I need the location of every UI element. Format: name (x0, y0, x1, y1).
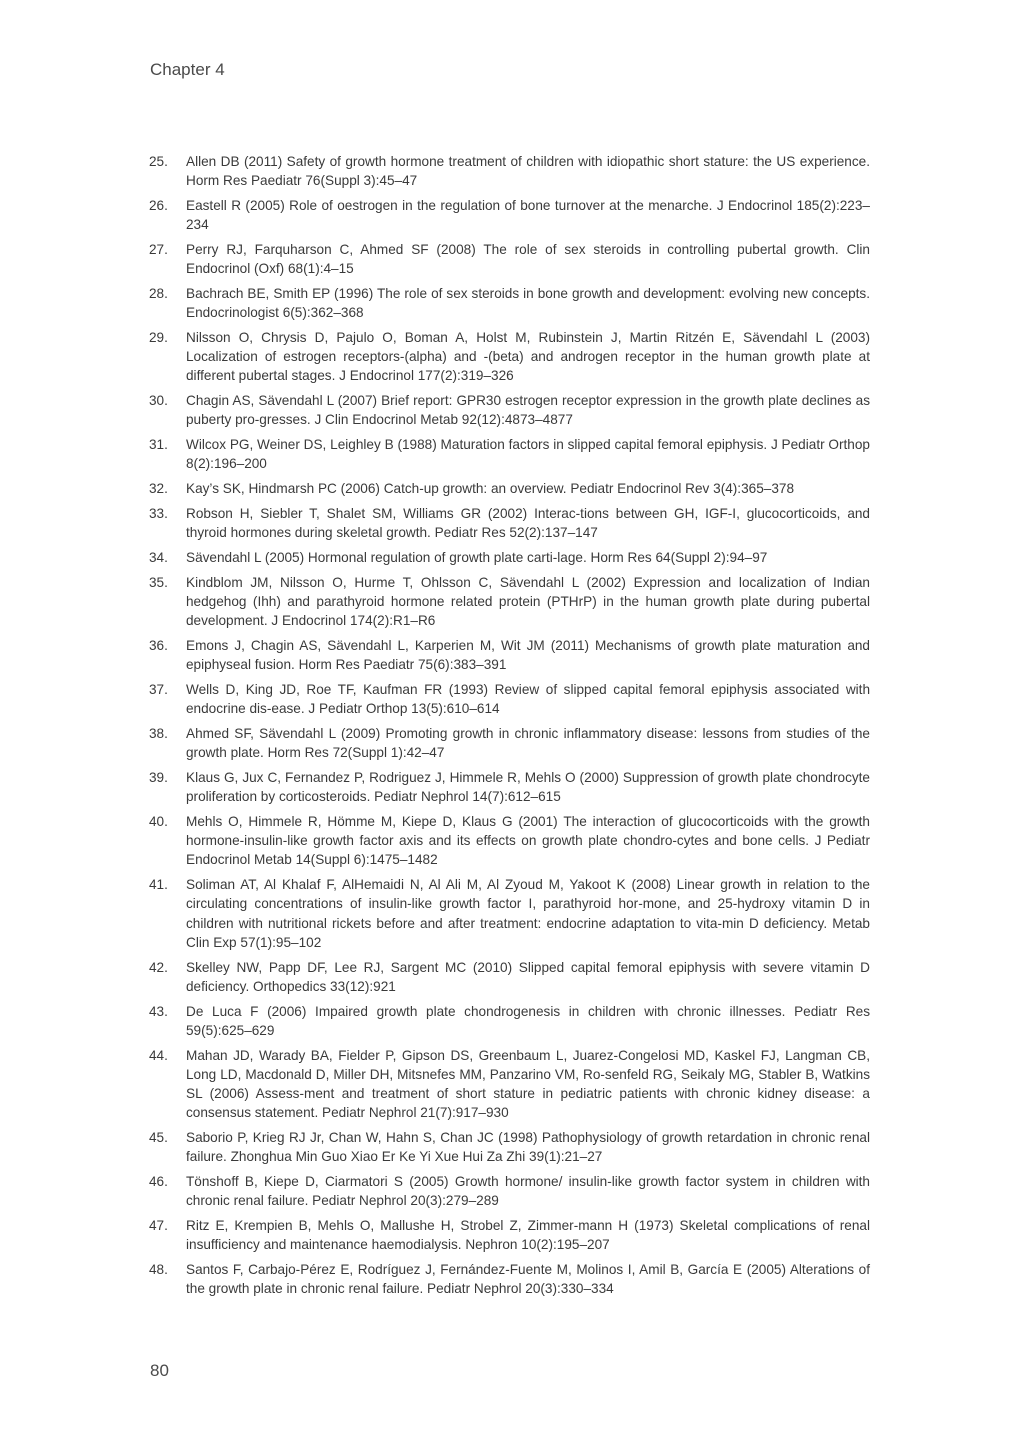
reference-item (149, 240, 870, 278)
reference-text: Ahmed SF, Sävendahl L (2009) Promoting growth in chronic inflammatory disease: lessons from studies of the growth plate. Horm Res 72(Suppl 1):42–47 (186, 726, 870, 761)
reference-text: Wilcox PG, Weiner DS, Leighley B (1988) Maturation factors in slipped capital femoral epiphysis. J Pediatr Orthop 8(2):196–200 (186, 437, 870, 472)
reference-text: Tönshoff B, Kiepe D, Ciarmatori S (2005) Growth hormone/ insulin-like growth factor system in children with chronic renal failure. Pediatr Nephrol 20(3):279–289 (186, 1174, 870, 1209)
reference-text: Klaus G, Jux C, Fernandez P, Rodriguez J, Himmele R, Mehls O (2000) Suppression of growth plate chondrocyte proliferation by corticosteroids. Pediatr Nephrol 14(7):612–615 (186, 770, 870, 805)
reference-item (149, 284, 870, 322)
reference-number: 31. (149, 437, 168, 453)
reference-number: 34. (149, 550, 168, 565)
reference-number: 30. (149, 393, 168, 409)
reference-number: 47. (149, 1218, 168, 1234)
reference-text: Robson H, Siebler T, Shalet SM, Williams GR (2002) Interac-tions between GH, IGF-I, glucocorticoids, and thyroid hormones during skeletal growth. Pediatr Res 52(2):137–147 (186, 506, 870, 541)
reference-item (149, 1260, 870, 1298)
reference-number: 48. (149, 1262, 168, 1278)
reference-item (149, 196, 870, 234)
reference-item (149, 435, 870, 473)
reference-item (149, 1216, 870, 1254)
reference-number: 39. (149, 770, 168, 785)
reference-text: Eastell R (2005) Role of oestrogen in the regulation of bone turnover at the menarche. J Endocrinol 185(2):223–234 (186, 198, 870, 233)
reference-text: Ritz E, Krempien B, Mehls O, Mallushe H, Strobel Z, Zimmer-mann H (1973) Skeletal complications of renal insufficiency and maintenance haemodialysis. Nephron 10(2):195–207 (186, 1218, 870, 1253)
reference-number: 37. (149, 682, 168, 697)
reference-item (149, 548, 870, 567)
reference-item (149, 680, 870, 718)
reference-item (149, 1172, 870, 1210)
reference-item (149, 479, 870, 498)
reference-text: De Luca F (2006) Impaired growth plate chondrogenesis in children with chronic illnesses. Pediatr Res 59(5):625–629 (186, 1003, 870, 1038)
reference-text: Sävendahl L (2005) Hormonal regulation of growth plate carti-lage. Horm Res 64(Suppl 2):94–97 (186, 550, 768, 565)
reference-item (149, 875, 870, 952)
reference-text: Allen DB (2011) Safety of growth hormone treatment of children with idiopathic short stature: the US experience. Horm Res Paediatr 76(Suppl 3):45–47 (186, 154, 870, 189)
reference-item (149, 768, 870, 806)
reference-number: 36. (149, 638, 168, 653)
reference-number: 25. (149, 154, 168, 169)
reference-text: Saborio P, Krieg RJ Jr, Chan W, Hahn S, Chan JC (1998) Pathophysiology of growth retardation in chronic renal failure. Zhonghua Min Guo Xiao Er Ke Yi Xue Hui Za Zhi 39(1):21–27 (186, 1130, 870, 1165)
reference-item (149, 958, 870, 996)
reference-number: 33. (149, 506, 168, 521)
reference-number: 46. (149, 1174, 168, 1190)
reference-number: 35. (149, 574, 168, 590)
reference-text: Mahan JD, Warady BA, Fielder P, Gipson DS, Greenbaum L, Juarez-Congelosi MD, Kaskel FJ, Langman CB, Long LD, Macdonald D, Miller DH, Mitsnefes MM, Panzarino VM, Ro-senfeld RG, Seikaly MG, Stabler B, Watkins SL (2006) Assess-ment and treatment of short stature in pediatric patients with chronic kidney disease: a consensus statement. Pediatr Nephrol 21(7):917–930 (186, 1047, 870, 1121)
reference-item (149, 504, 870, 542)
reference-item (149, 812, 870, 870)
reference-number: 38. (149, 726, 168, 741)
reference-text: Bachrach BE, Smith EP (1996) The role of sex steroids in bone growth and development: evolving new concepts. Endocrinologist 6(5):362–368 (186, 286, 870, 321)
reference-text: Perry RJ, Farquharson C, Ahmed SF (2008) The role of sex steroids in controlling pubertal growth. Clin Endocrinol (Oxf) 68(1):4–15 (186, 242, 870, 277)
reference-item (149, 391, 870, 429)
reference-item (149, 573, 870, 631)
reference-item (149, 1046, 870, 1123)
reference-text: Mehls O, Himmele R, Hömme M, Kiepe D, Klaus G (2001) The interaction of glucocorticoids with the growth hormone-insulin-like growth factor axis and its effects on growth plate chondro-cytes and bone cells. J Pediatr Endocrinol Metab 14(Suppl 6):1475–1482 (186, 814, 870, 868)
reference-item (149, 636, 870, 674)
reference-number: 26. (149, 198, 168, 213)
reference-number: 40. (149, 814, 168, 829)
reference-number: 44. (149, 1047, 168, 1063)
reference-text: Nilsson O, Chrysis D, Pajulo O, Boman A, Holst M, Rubinstein J, Martin Ritzén E, Sävendahl L (2003) Localization of estrogen receptors-(alpha) and -(beta) and androgen receptor in the human growth plate at different pubertal stages. J Endocrinol 177(2):319–326 (186, 330, 870, 384)
reference-text: Wells D, King JD, Roe TF, Kaufman FR (1993) Review of slipped capital femoral epiphysis associated with endocrine dis-ease. J Pediatr Orthop 13(5):610–614 (186, 682, 870, 717)
reference-number: 29. (149, 330, 168, 345)
reference-number: 43. (149, 1003, 168, 1019)
reference-number: 41. (149, 877, 168, 893)
reference-text: Santos F, Carbajo-Pérez E, Rodríguez J, Fernández-Fuente M, Molinos I, Amil B, García E (2005) Alterations of the growth plate in chronic renal failure. Pediatr Nephrol 20(3):330–334 (186, 1262, 870, 1297)
reference-text: Emons J, Chagin AS, Sävendahl L, Karperien M, Wit JM (2011) Mechanisms of growth plate maturation and epiphyseal fusion. Horm Res Paediatr 75(6):383–391 (186, 638, 870, 673)
reference-text: Skelley NW, Papp DF, Lee RJ, Sargent MC (2010) Slipped capital femoral epiphysis with severe vitamin D deficiency. Orthopedics 33(12):921 (186, 959, 870, 994)
reference-number: 32. (149, 481, 168, 497)
reference-item (149, 724, 870, 762)
running-head-chapter: Chapter 4 (150, 60, 225, 79)
reference-number: 28. (149, 286, 168, 301)
page-number: 80 (150, 1361, 169, 1380)
reference-number: 45. (149, 1130, 168, 1146)
reference-item (149, 328, 870, 386)
reference-item (149, 1128, 870, 1166)
reference-text: Kay’s SK, Hindmarsh PC (2006) Catch-up growth: an overview. Pediatr Endocrinol Rev 3(4):365–378 (186, 481, 795, 497)
reference-text: Chagin AS, Sävendahl L (2007) Brief report: GPR30 estrogen receptor expression in the growth plate declines as puberty pro-gresses. J Clin Endocrinol Metab 92(12):4873–4877 (186, 393, 870, 428)
reference-number: 27. (149, 242, 168, 257)
reference-list (149, 152, 870, 1304)
reference-item (149, 152, 870, 190)
reference-number: 42. (149, 959, 168, 975)
reference-item (149, 1002, 870, 1040)
reference-text: Kindblom JM, Nilsson O, Hurme T, Ohlsson C, Sävendahl L (2002) Expression and localization of Indian hedgehog (Ihh) and parathyroid hormone related protein (PTHrP) in the human growth plate during pubertal development. J Endocrinol 174(2):R1–R6 (186, 574, 870, 629)
reference-text: Soliman AT, Al Khalaf F, AlHemaidi N, Al Ali M, Al Zyoud M, Yakoot K (2008) Linear growth in relation to the circulating concentrations of insulin-like growth factor I, parathyroid hor-mone, and 25-hydroxy vitamin D in children with nutritional rickets before and after treatment: endocrine adaptation to vita-min D deficiency. Metab Clin Exp 57(1):95–102 (186, 877, 870, 950)
